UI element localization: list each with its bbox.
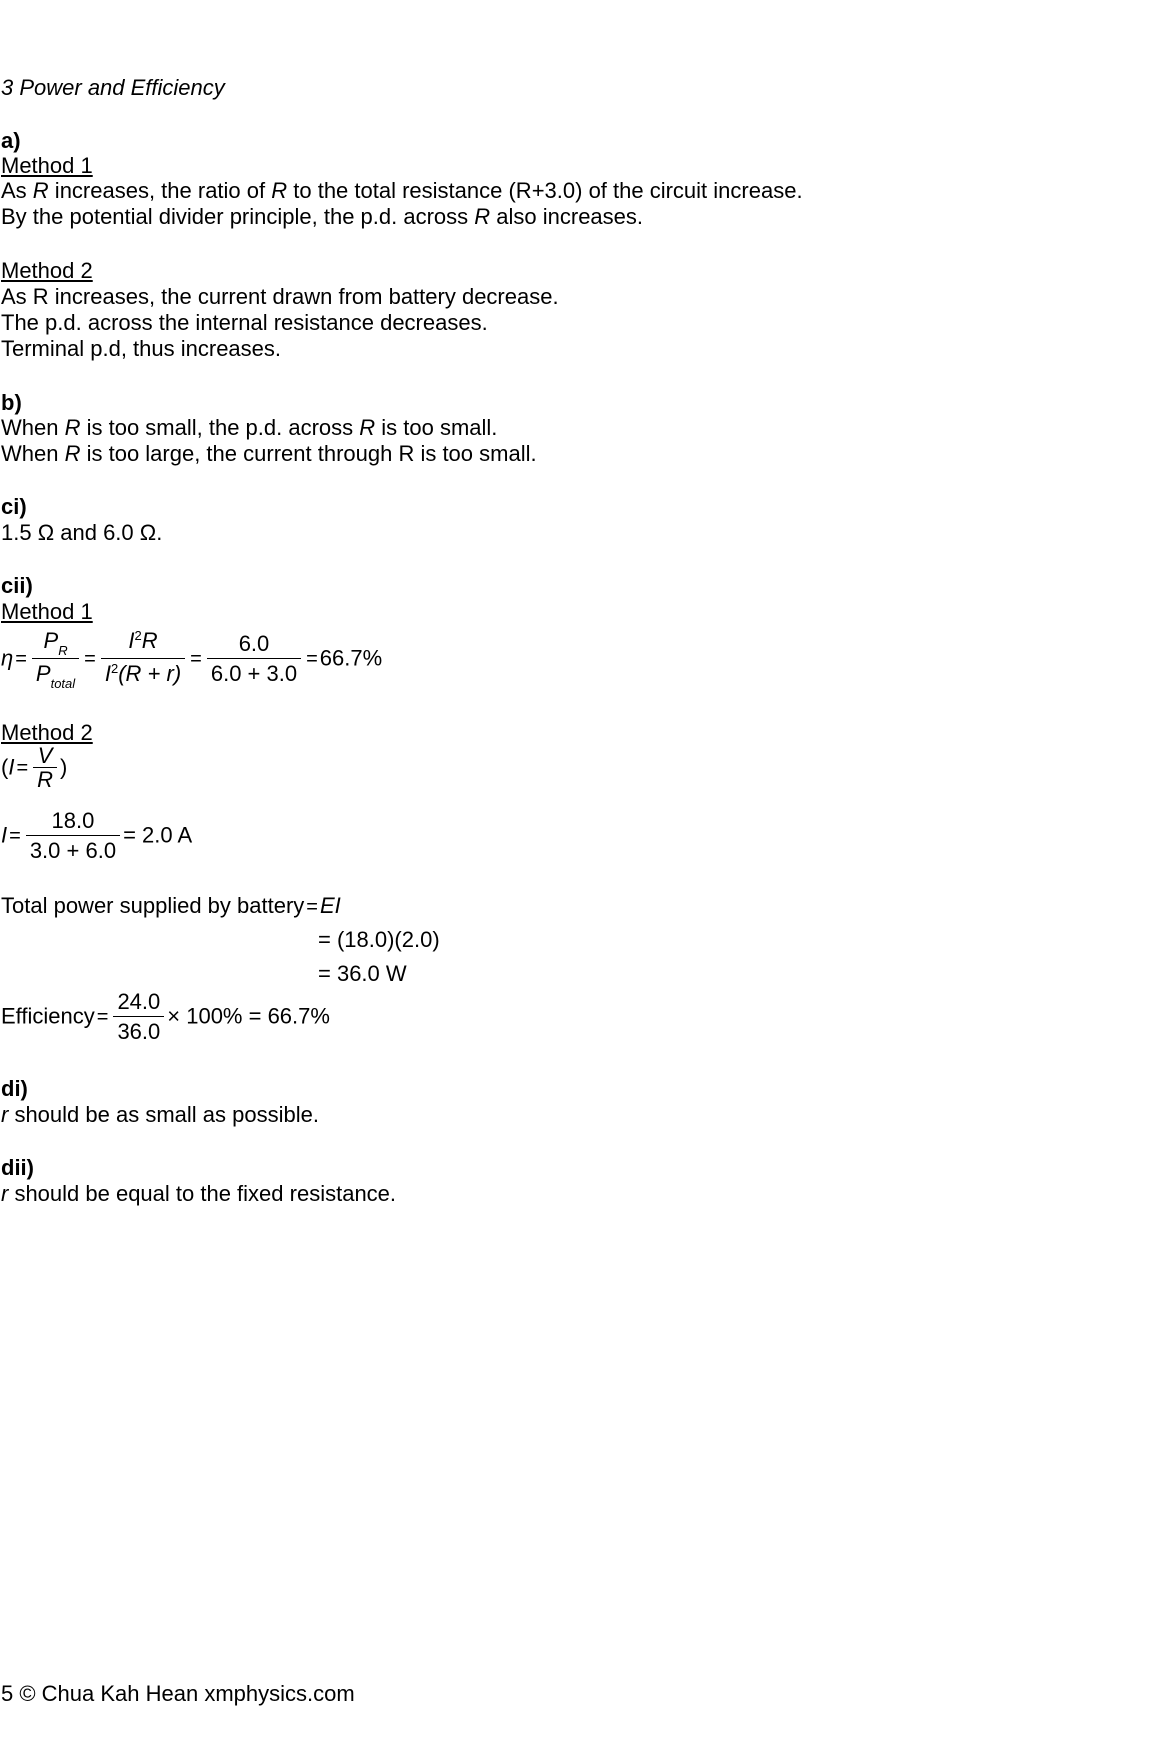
efficiency-equation-method1: η = $\frac{P_R}{P_{total}}$ = $\frac{I^2R}{I^2(R + r)}$ = $\frac{6.0}{6.0 + 3.0}$ =66.7%: [1, 628, 383, 691]
part-di-label: di): [1, 1076, 28, 1101]
part-dii-label: dii): [1, 1155, 34, 1180]
total-power-step3: = 36.0 W: [318, 961, 407, 986]
ohms-law-equation: (I = $\frac{V}{R}$ ): [1, 743, 68, 792]
part-a-method2-line2: The p.d. across the internal resistance decreases.: [1, 310, 488, 335]
page-footer: 5 © Chua Kah Hean xmphysics.com: [1, 1681, 355, 1706]
part-cii-label: cii): [1, 573, 33, 598]
part-cii-method2-title: Method 2: [1, 720, 93, 745]
page-title: 3 Power and Efficiency: [1, 75, 225, 100]
part-a-method1-line1: As R increases, the ratio of R to the total resistance (R+3.0) of the circuit increase.: [1, 178, 803, 203]
total-power-step2: = (18.0)(2.0): [318, 927, 440, 952]
part-a-method2-title: Method 2: [1, 258, 93, 283]
part-b-line2: When R is too large, the current through R is too small.: [1, 441, 537, 466]
part-ci-label: ci): [1, 494, 27, 519]
part-a-method1-title: Method 1: [1, 153, 93, 178]
part-a-method2-line1: As R increases, the current drawn from battery decrease.: [1, 284, 559, 309]
efficiency-equation-method2: Efficiency = $\frac{24.0}{36.0}$ × 100% = 66.7%: [1, 988, 330, 1047]
part-b-line1: When R is too small, the p.d. across R is too small.: [1, 415, 498, 440]
part-b-label: b): [1, 390, 22, 415]
part-a-method1-line2: By the potential divider principle, the p.d. across R also increases.: [1, 204, 644, 229]
part-dii-answer: r should be equal to the fixed resistance.: [1, 1181, 397, 1206]
part-cii-method1-title: Method 1: [1, 599, 93, 624]
part-a-label: a): [1, 128, 21, 153]
current-equation: I = $\frac{18.0}{3.0 + 6.0}$ = 2.0 A: [1, 807, 192, 866]
total-power-line: Total power supplied by battery =EI: [1, 893, 341, 918]
part-a-method2-line3: Terminal p.d, thus increases.: [1, 336, 282, 361]
part-ci-answer: 1.5 Ω and 6.0 Ω.: [1, 520, 163, 545]
part-di-answer: r should be as small as possible.: [1, 1102, 319, 1127]
